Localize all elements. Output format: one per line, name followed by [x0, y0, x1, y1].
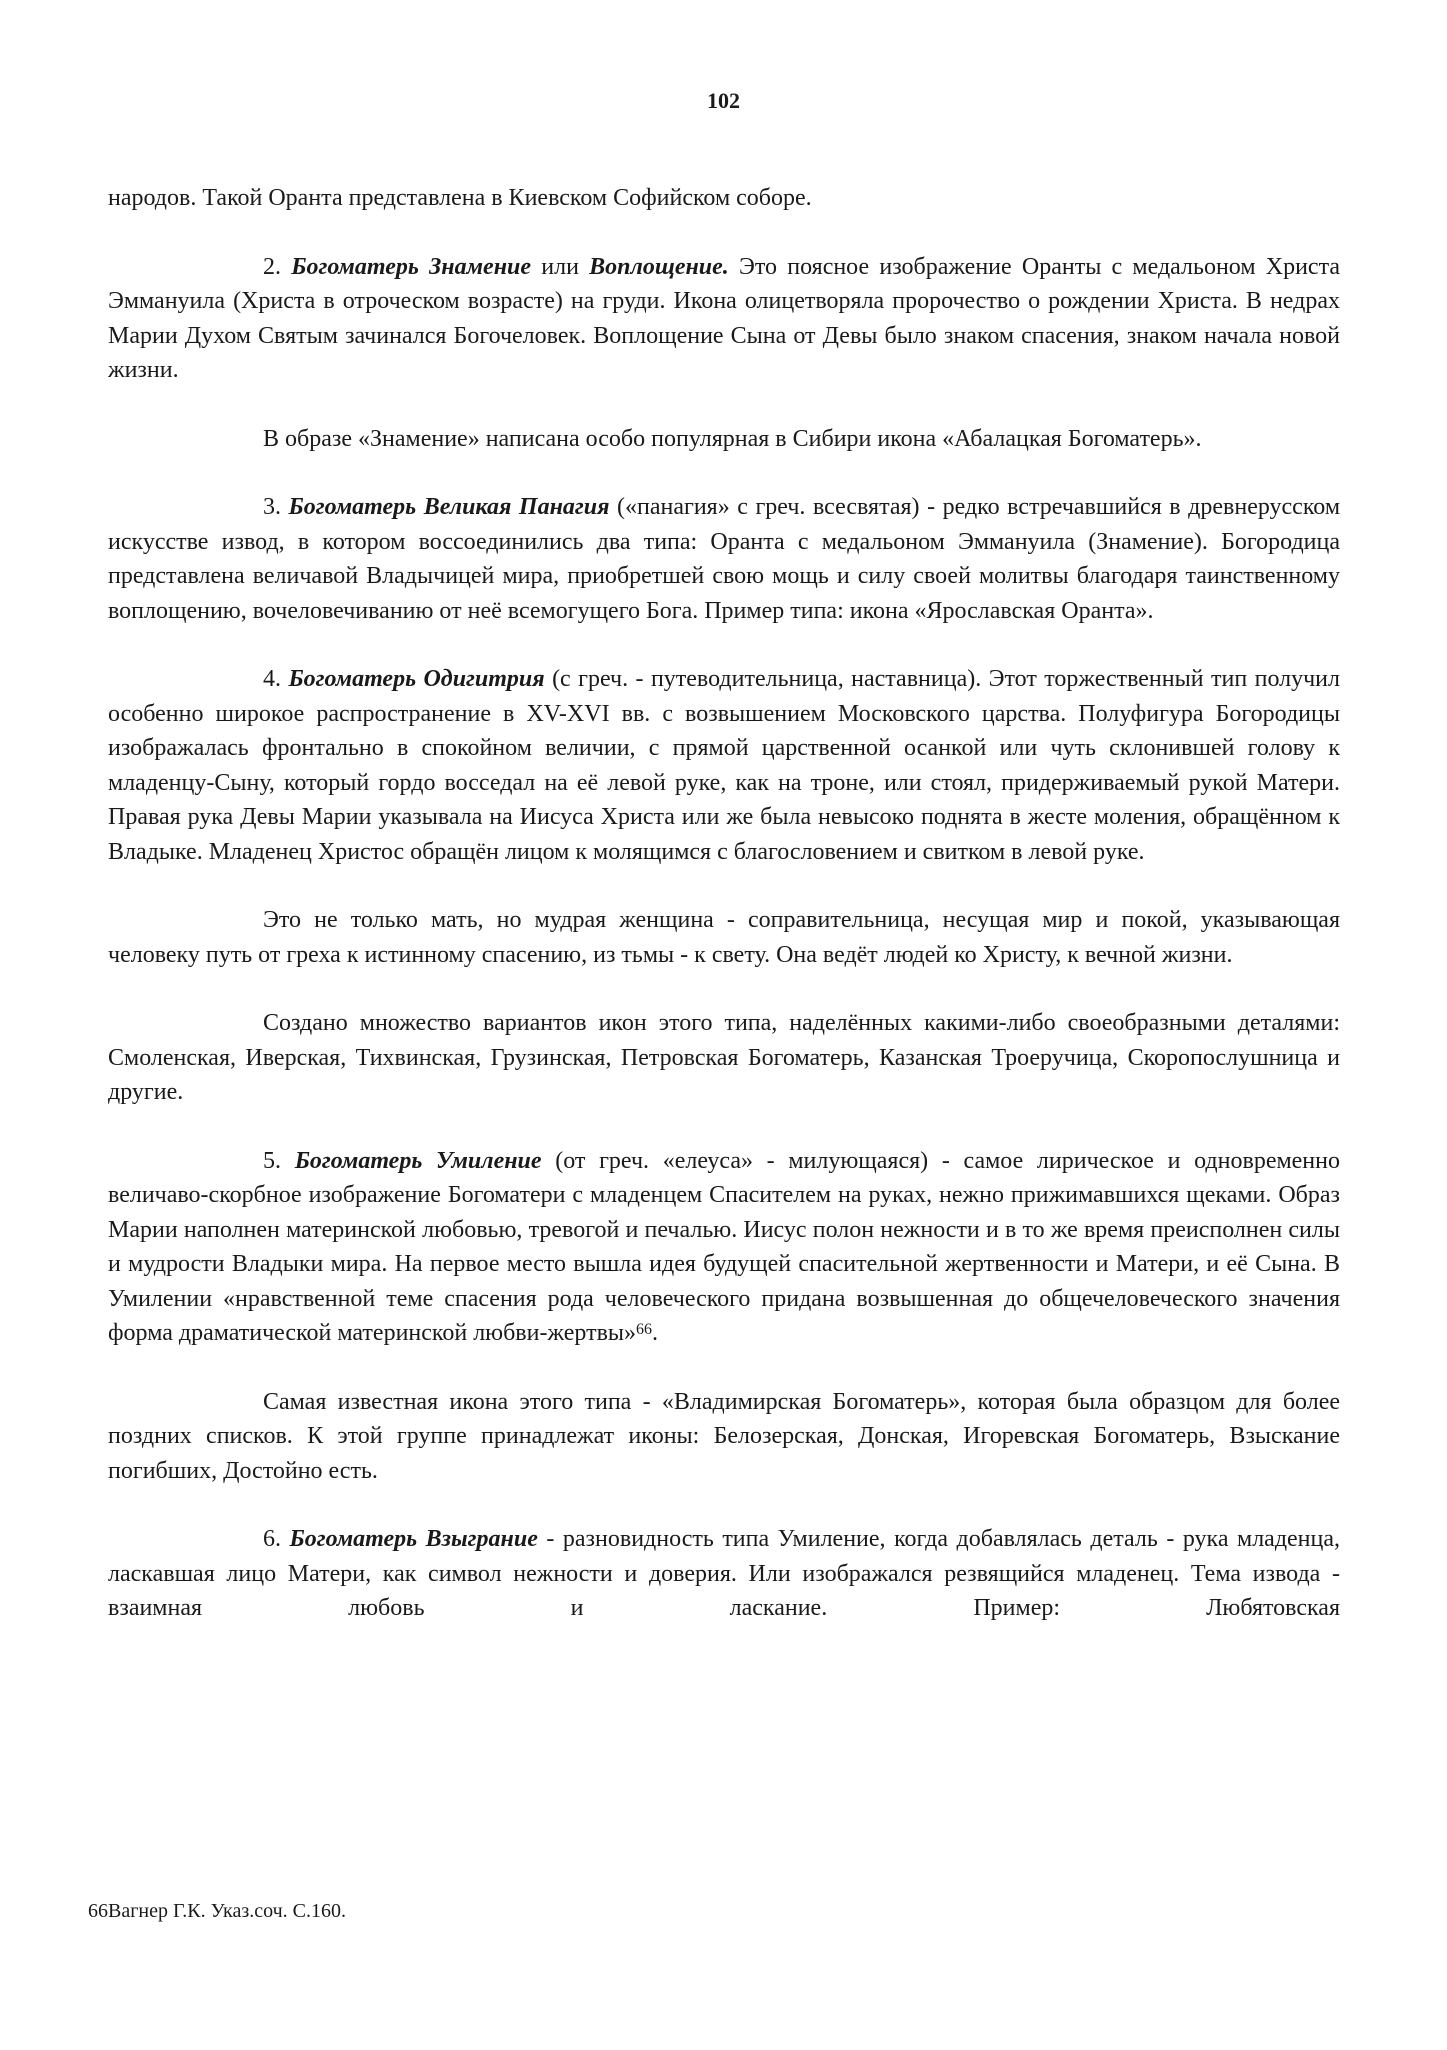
footnote-number: 66 [88, 1900, 108, 1922]
text-run: народов. Такой Оранта представлена в Киевском Софийском соборе. [108, 185, 812, 211]
footnote [88, 1900, 346, 1923]
text-run: Это не только мать, но мудрая женщина - соправительница, несущая мир и покой, указывающая человеку путь от греха к истинному спасению, из тьмы - к свету. Она ведёт людей ко Христу, к вечной жизни. [108, 907, 1340, 968]
paragraph [108, 1144, 1340, 1351]
text-run: 4. [263, 666, 289, 692]
text-run: . [652, 1320, 659, 1346]
term-emphasis: Воплощение. [589, 253, 729, 280]
paragraph [108, 250, 1340, 388]
term-emphasis: Богоматерь Одигитрия [288, 666, 545, 692]
paragraph [108, 903, 1340, 972]
page-number: 102 [707, 88, 740, 113]
paragraph [108, 490, 1340, 628]
body-text [108, 181, 1340, 1660]
paragraph [108, 1385, 1340, 1489]
text-run: (с греч. - путеводительница, наставница). Этот торжественный тип получил особенно широкое распространение в XV-XVI вв. с возвышением Московского царства. Полуфигура Богородицы изображалась фронтально в спокойном величии, с прямой царственной осанкой или чуть склонившей голову к младенцу-Сыну, который гордо восседал на её левой руке, как на троне, или стоял, придерживаемый рукой Матери. Правая рука Девы Марии указывала на Иисуса Христа или же была невысоко поднята в жесте моления, обращённом к Владыке. Младенец Христос обращён лицом к молящимся с благословением и свитком в левой руке. [108, 666, 1341, 865]
term-emphasis: Богоматерь Знамение [291, 253, 532, 280]
text-run: Самая известная икона этого типа - «Владимирская Богоматерь», которая была образцом для более поздних списков. К этой группе принадлежат иконы: Белозерская, Донская, Игоревская Богоматерь, Взыскание погибших, Достойно есть. [108, 1388, 1340, 1484]
paragraph [108, 1006, 1340, 1110]
text-run: Создано множество вариантов икон этого типа, наделённых какими-либо своеобразными деталями: Смоленская, Иверская, Тихвинская, Грузинская, Петровская Богоматерь, Казанская Троеручица, Скоропослушница и другие. [108, 1010, 1340, 1105]
text-run: (от греч. «елеуса» - милующаяся) - самое лирическое и одновременно величаво-скорбное изображение Богоматери с младенцем Спасителем на руках, нежно прижимавшихся щеками. Образ Марии наполнен материнской любовью, тревогой и печалью. Иисус полон нежности и в то же время преисполнен силы и мудрости Владыки мира. На первое место вышла идея будущей спасительной жертвенности и Матери, и её Сына. В Умилении «нравственной теме спасения рода человеческого придана возвышенная до общечеловеческого значения форма драматической материнской любви-жертвы» [108, 1147, 1340, 1346]
text-run: В образе «Знамение» написана особо популярная в Сибири икона «Абалацкая Богоматерь». [263, 425, 1202, 452]
footnote-reference: 66 [636, 1321, 653, 1338]
text-run: 2. [263, 253, 292, 280]
text-run: или [531, 253, 590, 280]
paragraph [108, 181, 1340, 216]
term-emphasis: Богоматерь Великая Панагия [288, 494, 610, 520]
footnote-text: Вагнер Г.К. Указ.соч. С.160. [108, 1900, 346, 1922]
term-emphasis: Богоматерь Взыграние [289, 1526, 538, 1552]
text-run: («панагия» с греч. всесвятая) - редко встречавшийся в древнерусском искусстве извод, в котором воссоединились два типа: Оранта с медальоном Эммануила (Знамение). Богородица представлена величавой Владычицей мира, приобретшей свою мощь и силу своей молитвы благодаря таинственному воплощению, вочеловечиванию от неё всемогущего Бога. Пример типа: икона «Ярославская Оранта». [108, 494, 1341, 624]
paragraph [108, 1522, 1340, 1626]
paragraph [108, 422, 1340, 457]
text-run: 5. [263, 1147, 295, 1174]
text-run: - разновидность типа Умиление, когда добавлялась деталь - рука младенца, ласкавшая лицо Матери, как символ нежности и доверия. Или изображался резвящийся младенец. Тема извода - взаимная любовь и ласкание. Пример: Любятовская [108, 1526, 1341, 1621]
term-emphasis: Богоматерь Умиление [294, 1147, 542, 1174]
text-run: 3. [263, 494, 289, 520]
text-run: 6. [263, 1526, 290, 1552]
text-run: Это поясное изображение Оранты с медальоном Христа Эммануила (Христа в отроческом возрасте) на груди. Икона олицетворяла пророчество о рождении Христа. В недрах Марии Духом Святым зачинался Богочеловек. Воплощение Сына от Девы было знаком спасения, знаком начала новой жизни. [108, 253, 1341, 383]
paragraph [108, 662, 1340, 869]
